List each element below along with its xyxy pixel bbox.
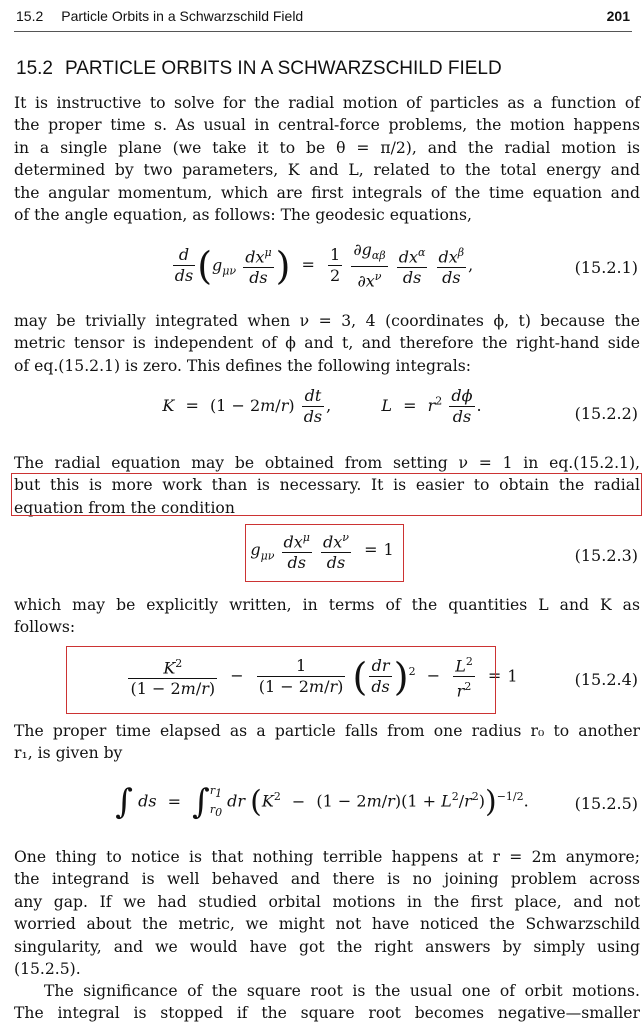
equation-number: (15.2.2) — [574, 404, 638, 423]
equation-number: (15.2.3) — [574, 546, 638, 565]
equation-number: (15.2.5) — [574, 794, 638, 813]
equation-body: ∫ ds = ∫ r1 r0 dr $(K^2 - (1 - 2m/r)(1 + L^2/r^2))^{-1/2}$. — [115, 782, 529, 822]
header-rule — [14, 31, 632, 32]
highlight-box-eq4 — [66, 646, 496, 714]
equation-15-2-5 — [0, 772, 644, 842]
paragraph-notice: One thing to notice is that nothing terrible happens at r = 2m anymore; the integrand is well behaved and there is no joining problem across any gap. If we had studied orbital motions in the first place, and not worried about the metric, we might not have noticed the Schwarzschild singularity, and we would have got the right answers by simply using (15.2.5). — [14, 848, 640, 979]
highlight-box-text — [11, 473, 642, 516]
running-header — [16, 8, 630, 28]
paragraph-radial: The radial equation may be obtained from setting ν = 1 in eq.(15.2.1), but this is more work than is necessary. It is easier to obtain the radial equation from the condition — [14, 454, 640, 517]
section-heading: 15.2 PARTICLE ORBITS IN A SCHWARZSCHILD FIELD — [16, 58, 502, 79]
equation-number: (15.2.4) — [574, 670, 638, 689]
equation-body: K = (1 − 2m/r) $\frac{dt}{ds}$ , $L = r^2$ $\frac{d\phi}{ds}$ . — [162, 386, 482, 426]
equation-body: $\frac{d}{ds}$ ($g_{\mu\nu}$ $\frac{dx^\mu}{ds}$ ) = $\frac{1}{2}$ $\frac{\partial g_{\alpha\beta}}{\partial x^\nu}$ $\frac{dx^\alpha}{ds}$ $\frac{dx^\beta}{ds}$ , — [174, 240, 474, 291]
equation-body: $g_{\mu\nu}$ $\frac{dx^\mu}{ds}$ $\frac{dx^\nu}{ds}$ = 1 — [0, 528, 644, 573]
paragraph-proper-time: The proper time elapsed as a particle falls from one radius r₀ to another r₁, is given by — [14, 722, 640, 763]
equation-15-2-1 — [0, 240, 644, 300]
equation-number: (15.2.1) — [574, 258, 638, 277]
paragraph-intro: It is instructive to solve for the radial motion of particles as a function of the proper time s. As usual in central-force problems, the motion happens in a single plane (we take it to be θ = π/2), and the radial motion is determined by two parameters, K and L, related to the total energy and the angular momentum, which are first integrals of the time equation and of the angle equation, as follows: The geodesic equations, — [14, 94, 640, 225]
paragraph-explicit: which may be explicitly written, in terms of the quantities L and K as follows: — [14, 596, 640, 637]
highlight-box-eq3 — [245, 524, 404, 582]
equation-15-2-2 — [0, 386, 644, 446]
paragraph-significance: The significance of the square root is the usual one of orbit motions. The integral is stopped if the square root becomes negative—smaller — [14, 982, 640, 1023]
paragraph-integrals: may be trivially integrated when ν = 3, 4 (coordinates ϕ, t) because the metric tensor is independent of ϕ and t, and therefore the right-hand side of eq.(15.2.1) is zero. This defines the following integrals: — [14, 312, 640, 375]
page-number: 201 — [606, 8, 630, 24]
equation-body: $\frac{K^2}{(1 - 2m/r)}$ − $\frac{1}{(1 - 2m/r)}$ ( $\frac{dr}{ds}$ )$^2$ − $\frac{L^2}{r^2}$ = 1 — [0, 652, 644, 702]
running-header-title: 15.2 Particle Orbits in a Schwarzschild Field — [16, 8, 304, 24]
